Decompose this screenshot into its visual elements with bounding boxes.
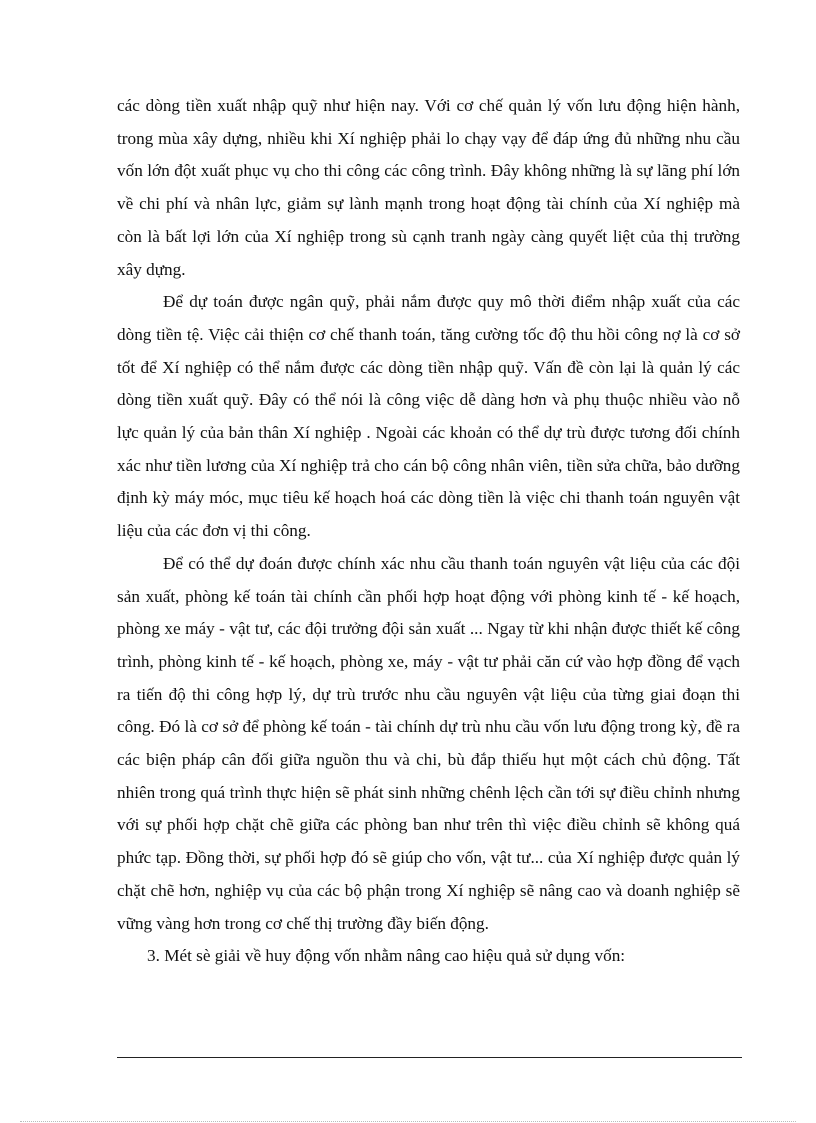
paragraph-budget-forecast: Để dự toán được ngân quỹ, phải nắm được quy mô thời điểm nhập xuất của các dòng tiền tệ. Việc cải thiện cơ chế thanh toán, tăng cường tốc độ thu hồi công nợ là cơ sở tốt để Xí nghiệp có thể nắm được các dòng tiền nhập quỹ. Vấn đề còn lại là quản lý các dòng tiền xuất quỹ. Đây có thể nói là công việc dễ dàng hơn và phụ thuộc nhiều vào nỗ lực quản lý của bản thân Xí nghiệp . Ngoài các khoản có thể dự trù được tương đối chính xác như tiền lương của Xí nghiệp trả cho cán bộ công nhân viên, tiền sửa chữa, bảo dưỡng định kỳ máy móc, mục tiêu kế hoạch hoá các dòng tiền là việc chi thanh toán nguyên vật liệu của các đơn vị thi công.: [117, 292, 740, 541]
section-heading: 3. Mét sè giải về huy động vốn nhằm nâng cao hiệu quả sử dụng vốn:: [147, 946, 626, 966]
paragraph-material-payment: Để có thể dự đoán được chính xác nhu cầu thanh toán nguyên vật liệu của các đội sản xuất, phòng kế toán tài chính cần phối hợp hoạt động với phòng kinh tế - kế hoạch, phòng xe máy - vật tư, các đội trưởng đội sản xuất ... Ngay từ khi nhận được thiết kế công trình, phòng kinh tế - kế hoạch, phòng xe, máy - vật tư phải căn cứ vào hợp đồng để vạch ra tiến độ thi công hợp lý, dự trù trước nhu cầu nguyên vật liệu của từng giai đoạn thi công. Đó là cơ sở để phòng kế toán - tài chính dự trù nhu cầu vốn lưu động trong kỳ, đề ra các biện pháp cân đối giữa nguồn thu và chi, bù đắp thiếu hụt một cách chủ động. Tất nhiên trong quá trình thực hiện sẽ phát sinh những chênh lệch cần tới sự điều chỉnh nhưng với sự phối hợp chặt chẽ giữa các phòng ban như trên thì việc điều chỉnh sẽ không quá phức tạp. Đồng thời, sự phối hợp đó sẽ giúp cho vốn, vật tư... của Xí nghiệp được quản lý chặt chẽ hơn, nghiệp vụ của các bộ phận trong Xí nghiệp sẽ nâng cao và doanh nghiệp sẽ vững vàng hơn trong cơ chế thị trường đầy biến động.: [117, 553, 740, 933]
paragraph-continuation: các dòng tiền xuất nhập quỹ như hiện nay. Với cơ chế quản lý vốn lưu động hiện hành, trong mùa xây dựng, nhiều khi Xí nghiệp phải lo chạy vạy để đáp ứng đủ những nhu cầu vốn lớn đột xuất phục vụ cho thi công các công trình. Đây không những là sự lãng phí lớn về chi phí và nhân lực, giảm sự lành mạnh trong hoạt động tài chính của Xí nghiệp mà còn là bất lợi lớn của Xí nghiệp trong sù cạnh tranh ngày càng quyết liệt của thị trường xây dựng.: [117, 96, 740, 279]
document-body: [117, 90, 740, 973]
footer-divider: [117, 1057, 742, 1058]
page-edge-divider: [20, 1121, 796, 1122]
